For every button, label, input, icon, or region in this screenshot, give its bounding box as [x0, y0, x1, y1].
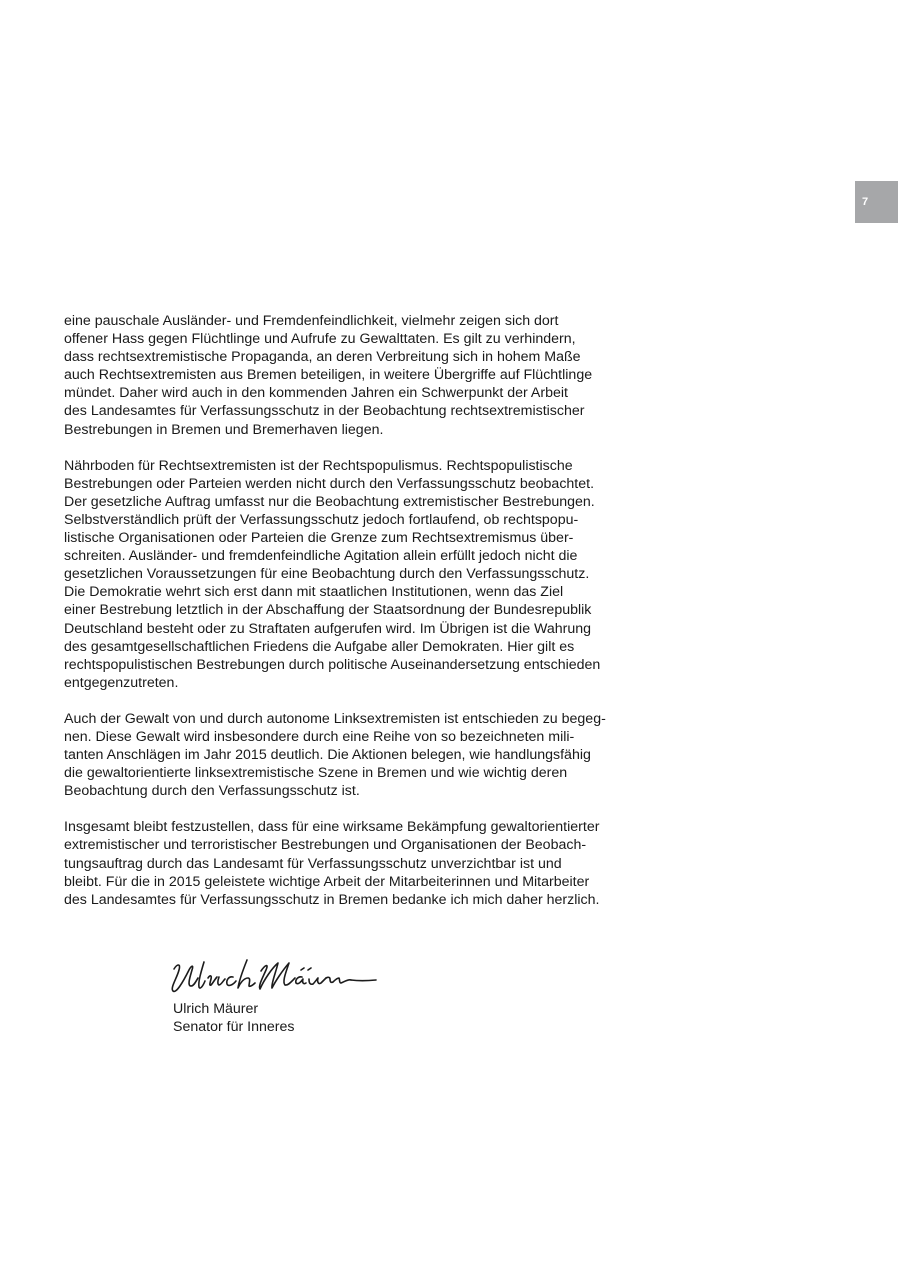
signer-title: Senator für Inneres	[173, 1019, 295, 1035]
text-line: Beobachtung durch den Verfassungsschutz ist.	[64, 783, 360, 800]
handwritten-signature	[168, 950, 383, 1000]
text-line: des gesamtgesellschaftlichen Friedens die Aufgabe aller Demokraten. Hier gilt es	[64, 638, 575, 655]
text-line: Die Demokratie wehrt sich erst dann mit staatlichen Institutionen, wenn das Ziel	[64, 584, 564, 601]
text-line: Der gesetzliche Auftrag umfasst nur die Beobachtung extremistischer Bestrebungen.	[64, 493, 595, 510]
text-line: offener Hass gegen Flüchtlinge und Aufrufe zu Gewalttaten. Es gilt zu verhindern,	[64, 331, 576, 348]
text-line: eine pauschale Ausländer- und Fremdenfeindlichkeit, vielmehr zeigen sich dort	[64, 313, 559, 329]
signer-name: Ulrich Mäurer	[173, 1001, 259, 1017]
text-line: des Landesamtes für Verfassungsschutz in Bremen bedanke ich mich daher herzlich.	[64, 891, 600, 908]
letter-body	[64, 312, 624, 927]
text-line: des Landesamtes für Verfassungsschutz in der Beobachtung rechtsextremistischer	[64, 403, 585, 420]
text-line: Auch der Gewalt von und durch autonome Linksextremisten ist entschieden zu begeg-	[64, 710, 606, 727]
text-line: extremistischer und terroristischer Bestrebungen und Organisationen der Beobach-	[64, 837, 587, 854]
signature-block	[168, 950, 428, 1036]
text-line: tungsauftrag durch das Landesamt für Verfassungsschutz unverzichtbar ist und	[64, 855, 562, 872]
paragraph-4	[64, 818, 624, 908]
text-line: Selbstverständlich prüft der Verfassungsschutz jedoch fortlaufend, ob rechtspopu-	[64, 511, 579, 528]
text-line: Deutschland besteht oder zu Straftaten aufgerufen wird. Im Übrigen ist die Wahrung	[64, 620, 592, 637]
text-line: die gewaltorientierte linksextremistische Szene in Bremen und wie wichtig deren	[64, 765, 568, 782]
text-line: entgegenzutreten.	[64, 674, 179, 691]
paragraph-2	[64, 457, 624, 692]
paragraph-1	[64, 312, 624, 439]
text-line: Insgesamt bleibt festzustellen, dass für eine wirksame Bekämpfung gewaltorientierter	[64, 819, 600, 836]
text-line: nen. Diese Gewalt wird insbesondere durch eine Reihe von so bezeichneten mili-	[64, 728, 575, 745]
text-line: bleibt. Für die in 2015 geleistete wichtige Arbeit der Mitarbeiterinnen und Mitarbeiter	[64, 873, 590, 890]
text-line: einer Bestrebung letztlich in der Abschaffung der Staatsordnung der Bundesrepublik	[64, 602, 592, 619]
text-line: gesetzlichen Voraussetzungen für eine Beobachtung durch den Verfassungsschutz.	[64, 566, 590, 583]
text-line: dass rechtsextremistische Propaganda, an deren Verbreitung sich in hohem Maße	[64, 349, 581, 366]
text-line: rechtspopulistischen Bestrebungen durch politische Auseinandersetzung entschieden	[64, 656, 601, 673]
text-line: mündet. Daher wird auch in den kommenden Jahren ein Schwerpunkt der Arbeit	[64, 385, 568, 402]
page-number-tab	[855, 181, 898, 223]
text-line: Bestrebungen oder Parteien werden nicht durch den Verfassungsschutz beobachtet.	[64, 475, 595, 492]
text-line: tanten Anschlägen im Jahr 2015 deutlich. Die Aktionen belegen, wie handlungsfähig	[64, 747, 591, 764]
text-line: Bestrebungen in Bremen und Bremerhaven liegen.	[64, 421, 384, 438]
text-line: Nährboden für Rechtsextremisten ist der Rechtspopulismus. Rechtspopulistische	[64, 457, 573, 474]
text-line: listische Organisationen oder Parteien die Grenze zum Rechtsextremismus über-	[64, 530, 574, 547]
text-line: auch Rechtsextremisten aus Bremen beteiligen, in weitere Übergriffe auf Flüchtlinge	[64, 367, 593, 384]
page-number: 7	[862, 196, 869, 208]
paragraph-3	[64, 710, 624, 800]
text-line: schreiten. Ausländer- und fremdenfeindliche Agitation allein erfüllt jedoch nicht die	[64, 548, 578, 565]
